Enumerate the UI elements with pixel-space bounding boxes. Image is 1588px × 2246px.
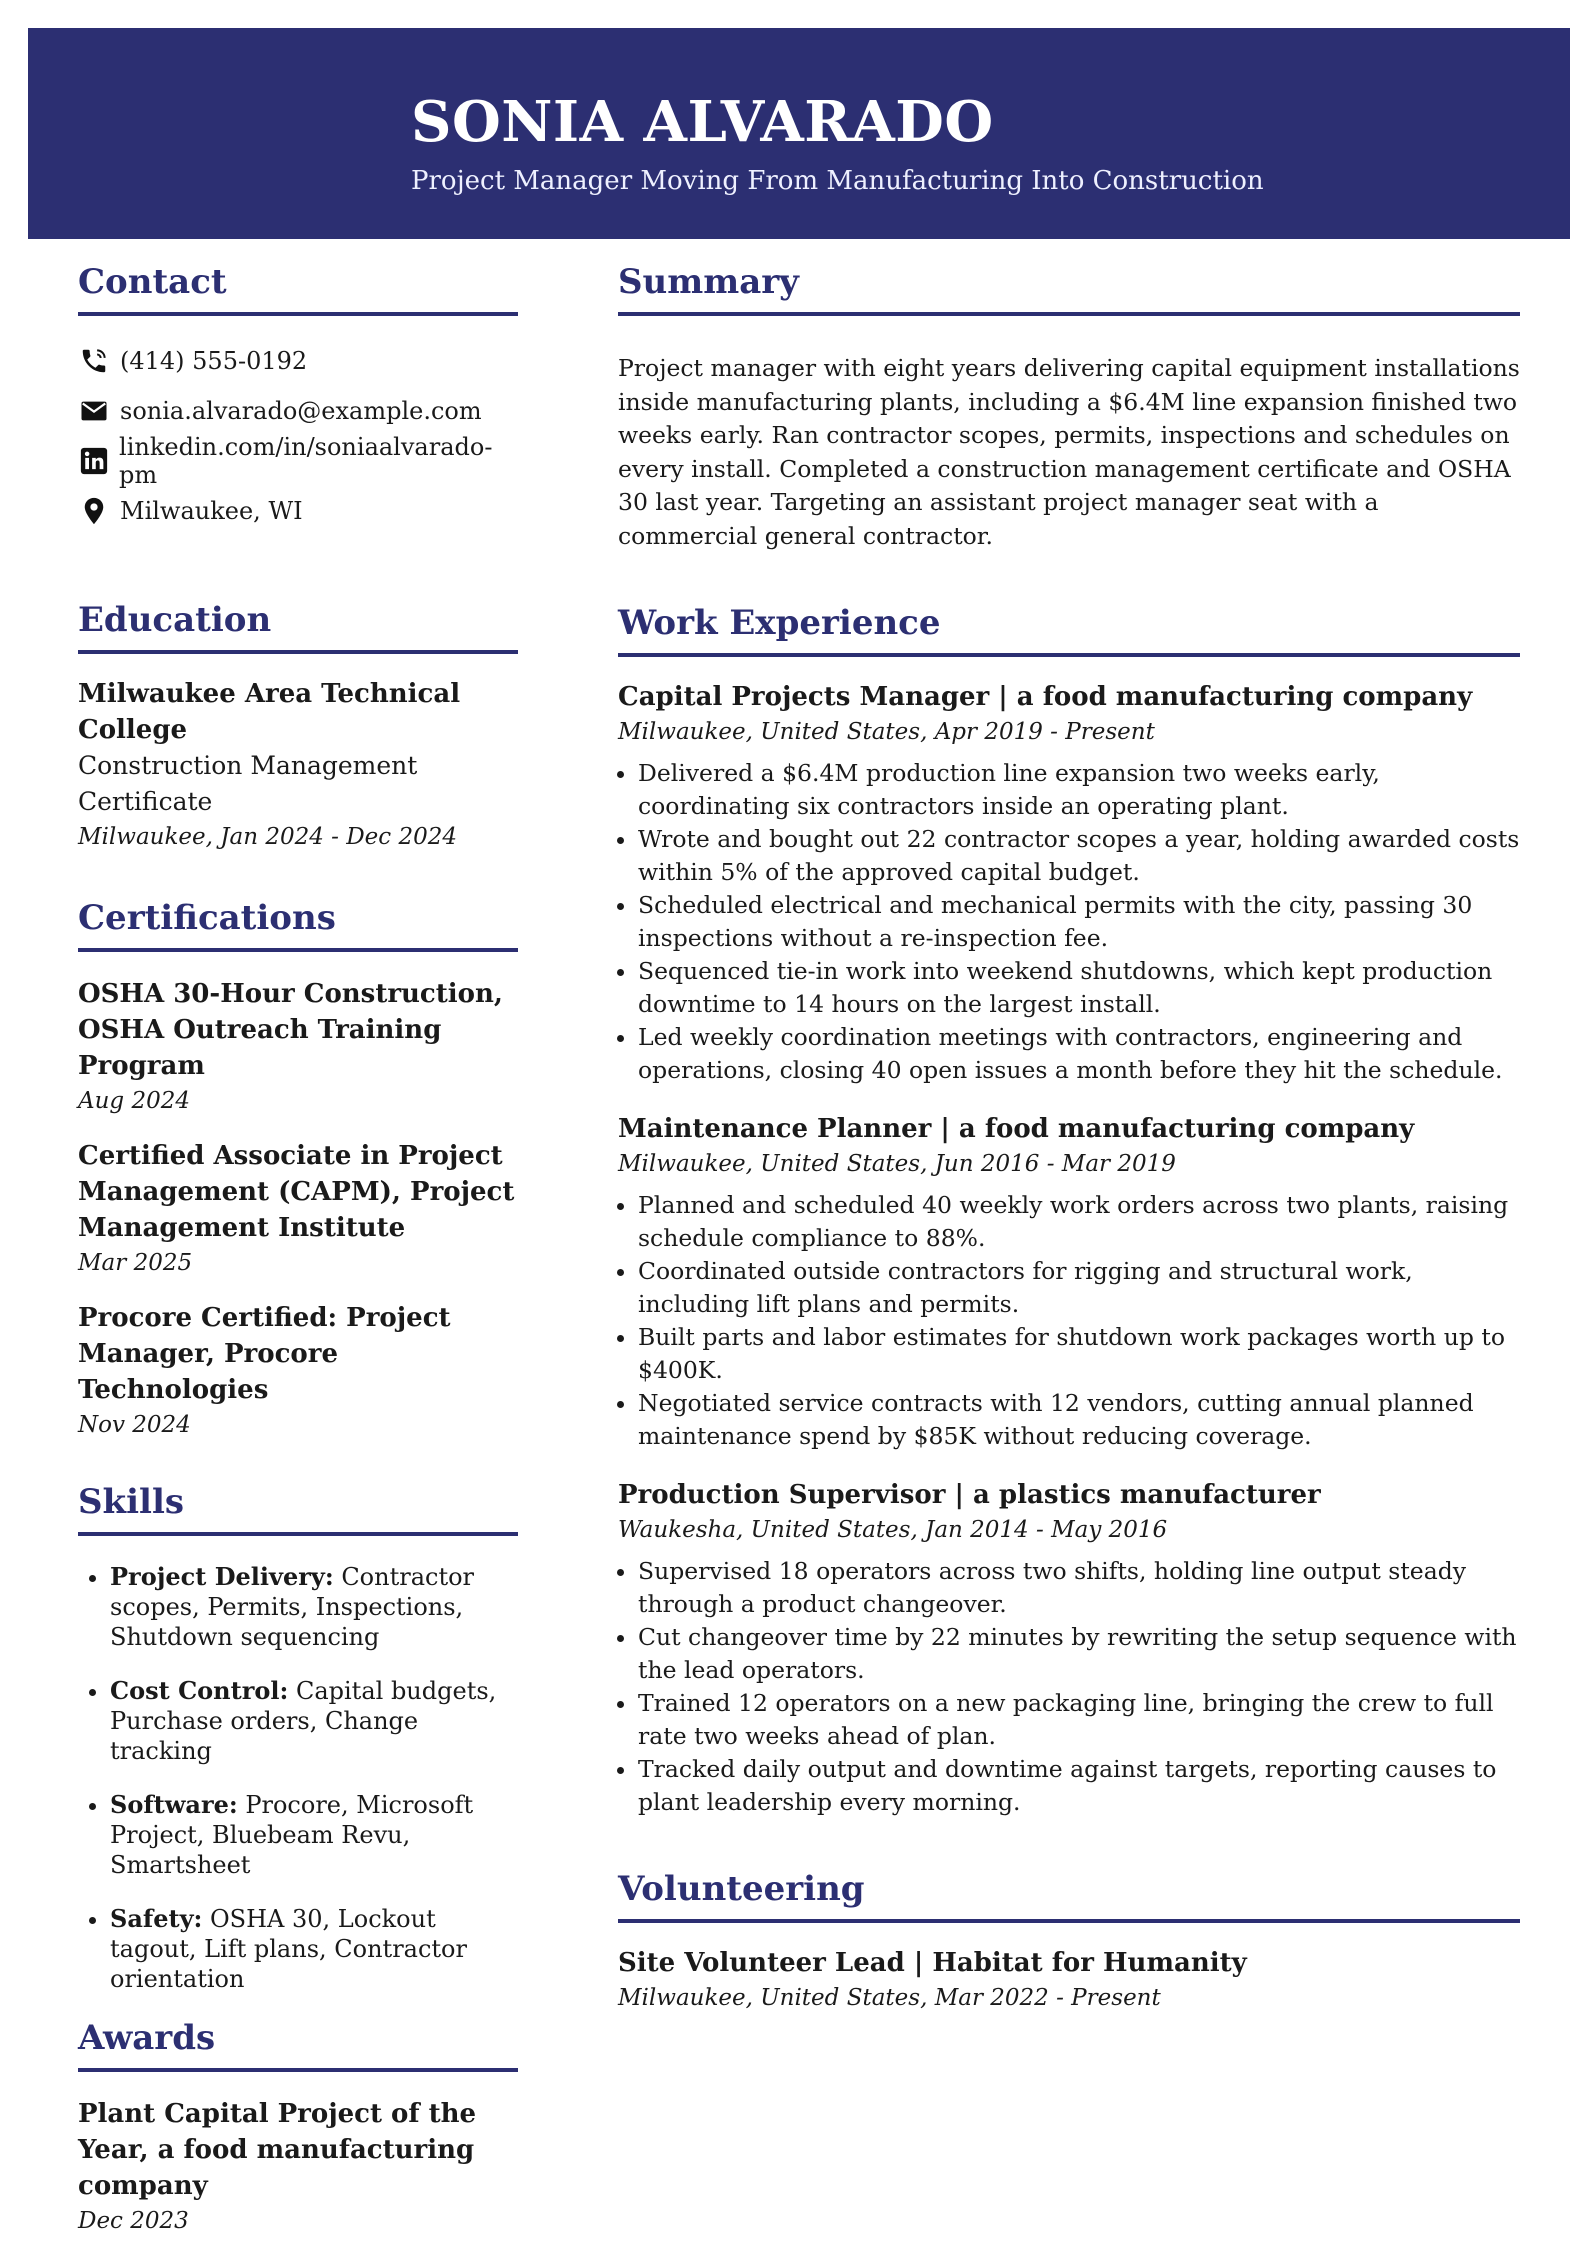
experience-heading: Work Experience [618, 603, 1520, 657]
awards-heading: Awards [78, 2018, 518, 2072]
job-bullet: • Tracked daily output and downtime against targets, reporting causes to plant leadership every morning. [638, 1753, 1520, 1819]
linkedin-text[interactable]: linkedin.com/in/soniaalvarado-pm [119, 433, 493, 489]
certifications-section [78, 898, 518, 1442]
volunteering-section [618, 1869, 1520, 2015]
skill-label: Cost Control: [110, 1676, 289, 1705]
email-text[interactable]: sonia.alvarado@example.com [120, 397, 482, 425]
job-bullet: • Scheduled electrical and mechanical permits with the city, passing 30 inspections without a re-inspection fee. [638, 889, 1520, 955]
job-bullets [618, 757, 1520, 1087]
certification-item [78, 1300, 518, 1442]
certification-date: Nov 2024 [78, 1412, 191, 1438]
certification-item [78, 976, 518, 1118]
job-bullet: • Sequenced tie-in work into weekend shutdowns, which kept production downtime to 14 hours on the largest install. [638, 955, 1520, 1021]
education-heading: Education [78, 600, 518, 654]
resume-header [28, 28, 1570, 239]
job-bullet: • Trained 12 operators on a new packaging line, bringing the crew to full rate two weeks ahead of plan. [638, 1687, 1520, 1753]
volunteer-title: Site Volunteer Lead | Habitat for Humanity [618, 1948, 1247, 1978]
contact-section [78, 262, 518, 536]
job-entry [618, 679, 1520, 1087]
contact-location [78, 486, 518, 536]
job-bullet: • Wrote and bought out 22 contractor scopes a year, holding awarded costs within 5% of the approved capital budget. [638, 823, 1520, 889]
job-entry [618, 1477, 1520, 1819]
experience-section [618, 603, 1520, 1819]
job-meta: Milwaukee, United States, Apr 2019 - Present [618, 719, 1155, 745]
skill-label: Software: [110, 1790, 238, 1819]
certification-title: OSHA 30-Hour Construction, OSHA Outreach Training Program [78, 979, 503, 1081]
certification-date: Aug 2024 [78, 1088, 190, 1114]
certifications-heading: Certifications [78, 898, 518, 952]
job-title: Maintenance Planner | a food manufacturing company [618, 1114, 1415, 1144]
skill-text: Capital budgets, Purchase orders, Change tracking [110, 1677, 497, 1765]
volunteer-meta: Milwaukee, United States, Mar 2022 - Present [618, 1985, 1161, 2011]
job-bullet: • Supervised 18 operators across two shifts, holding line output steady through a product changeover. [638, 1555, 1520, 1621]
job-meta: Waukesha, United States, Jan 2014 - May 2016 [618, 1517, 1168, 1543]
skills-heading: Skills [78, 1482, 518, 1536]
summary-heading: Summary [618, 262, 1520, 316]
job-title: Capital Projects Manager | a food manufacturing company [618, 682, 1473, 712]
summary-section [618, 262, 1520, 553]
skill-text: OSHA 30, Lockout tagout, Lift plans, Contractor orientation [110, 1905, 467, 1993]
skill-item [110, 1676, 518, 1766]
location-text: Milwaukee, WI [120, 497, 303, 525]
award-date: Dec 2023 [78, 2208, 189, 2234]
award-title: Plant Capital Project of the Year, a food manufacturing company [78, 2099, 477, 2201]
volunteering-heading: Volunteering [618, 1869, 1520, 1923]
job-bullet: • Negotiated service contracts with 12 vendors, cutting annual planned maintenance spend by $85K without reducing coverage. [638, 1387, 1520, 1453]
job-bullets [618, 1189, 1520, 1453]
job-meta: Milwaukee, United States, Jun 2016 - Mar 2019 [618, 1151, 1176, 1177]
skill-text: Procore, Microsoft Project, Bluebeam Revu, Smartsheet [110, 1791, 474, 1879]
certification-title: Certified Associate in Project Management (CAPM), Project Management Institute [78, 1141, 515, 1243]
education-section [78, 600, 518, 854]
job-bullet: • Built parts and labor estimates for shutdown work packages worth up to $400K. [638, 1321, 1520, 1387]
certification-item [78, 1138, 518, 1280]
contact-linkedin [78, 433, 518, 489]
job-bullet: • Coordinated outside contractors for rigging and structural work, including lift plans and permits. [638, 1255, 1520, 1321]
job-bullets [618, 1555, 1520, 1819]
skill-label: Safety: [110, 1904, 203, 1933]
envelope-icon [78, 395, 110, 427]
phone-text[interactable]: (414) 555-0192 [120, 347, 308, 375]
candidate-name: SONIA ALVARADO [411, 89, 994, 155]
contact-heading: Contact [78, 262, 518, 316]
job-bullet: • Delivered a $6.4M production line expansion two weeks early, coordinating six contractors inside an operating plant. [638, 757, 1520, 823]
contact-email [78, 386, 518, 436]
map-pin-icon [78, 495, 110, 527]
education-meta: Milwaukee, Jan 2024 - Dec 2024 [78, 824, 458, 850]
left-column [78, 262, 518, 2238]
certification-title: Procore Certified: Project Manager, Procore Technologies [78, 1303, 451, 1405]
skill-item [110, 1790, 518, 1880]
education-program: Construction Management Certificate [78, 751, 418, 816]
job-bullet: • Led weekly coordination meetings with contractors, engineering and operations, closing 40 open issues a month before they hit the schedule. [638, 1021, 1520, 1087]
phone-icon [78, 345, 110, 377]
contact-phone [78, 336, 518, 386]
education-school: Milwaukee Area Technical College [78, 679, 461, 745]
skill-label: Project Delivery: [110, 1562, 334, 1591]
candidate-headline: Project Manager Moving From Manufacturing Into Construction [411, 166, 1264, 196]
right-column [618, 262, 1520, 2015]
skill-item [110, 1562, 518, 1652]
job-bullet: • Planned and scheduled 40 weekly work orders across two plants, raising schedule compliance to 88%. [638, 1189, 1520, 1255]
skill-text: Contractor scopes, Permits, Inspections, Shutdown sequencing [110, 1563, 475, 1651]
linkedin-icon [78, 445, 109, 477]
certification-date: Mar 2025 [78, 1250, 193, 1276]
awards-section [78, 2018, 518, 2238]
job-bullet: • Cut changeover time by 22 minutes by rewriting the setup sequence with the lead operators. [638, 1621, 1520, 1687]
job-title: Production Supervisor | a plastics manufacturer [618, 1480, 1321, 1510]
job-entry [618, 1111, 1520, 1453]
skill-item [110, 1904, 518, 1994]
skills-list [78, 1562, 518, 1994]
summary-text: Project manager with eight years delivering capital equipment installations inside manufacturing plants, including a $6.4M line expansion finished two weeks early. Ran contractor scopes, permits, inspections and schedules on every install. Completed a construction management certificate and OSHA 30 last year. Targeting an assistant project manager seat with a commercial general contractor. [618, 354, 1520, 550]
skills-section [78, 1482, 518, 1994]
